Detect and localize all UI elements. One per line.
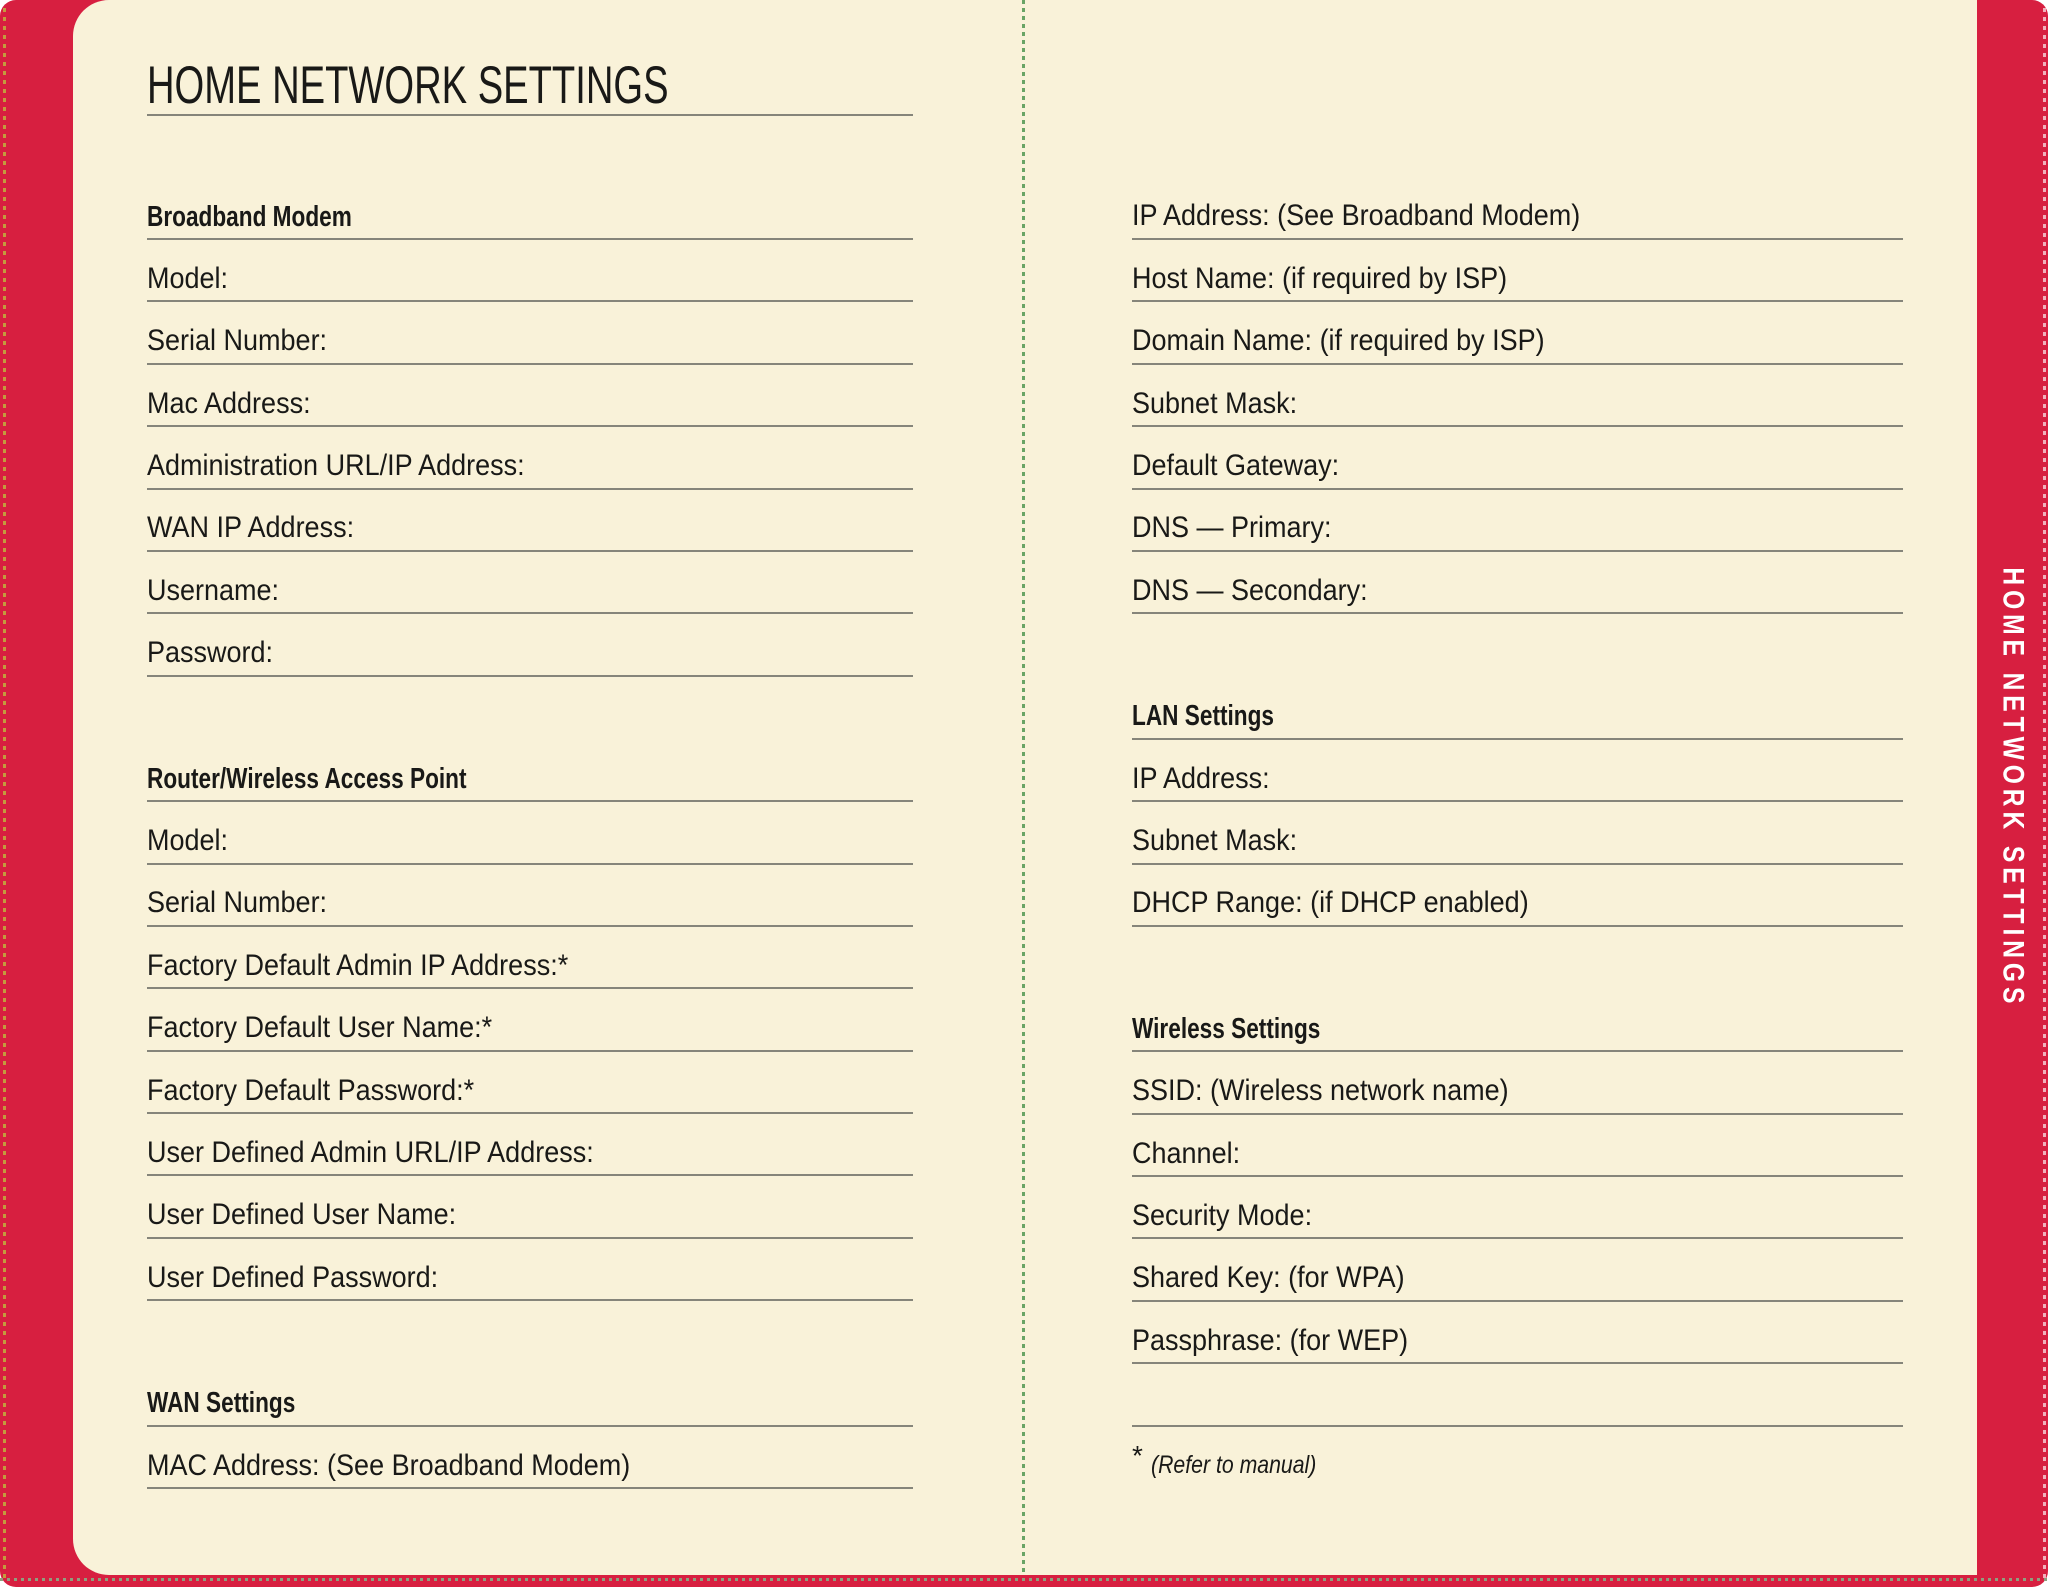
form-field-row — [147, 989, 913, 1051]
form-field-row — [1132, 865, 1903, 927]
field-label: Factory Default User Name:* — [147, 1011, 493, 1045]
footnote-text: (Refer to manual) — [1150, 1451, 1317, 1479]
field-label: Mac Address: — [147, 386, 311, 420]
group-gap — [147, 677, 913, 740]
right-page-form-column — [1132, 178, 1903, 1427]
form-field-row — [1132, 302, 1903, 364]
section-heading: Wireless Settings — [1132, 1012, 1321, 1045]
footnote — [1132, 1440, 1345, 1480]
form-field-row — [1132, 427, 1903, 489]
page-title: HOME NETWORK SETTINGS — [147, 56, 669, 116]
field-label: Password: — [147, 636, 274, 670]
field-label: Subnet Mask: — [1132, 824, 1298, 857]
field-label: Default Gateway: — [1132, 449, 1340, 483]
form-field-row — [147, 802, 913, 864]
field-label: WAN IP Address: — [147, 511, 355, 545]
page-gutter-stitch-line — [1022, 0, 1025, 1575]
form-field-row — [1132, 490, 1903, 552]
field-label: IP Address: (See Broadband Modem) — [1132, 199, 1581, 233]
left-page-form-column — [147, 178, 913, 1489]
form-field-row — [1132, 240, 1903, 302]
form-field-row — [147, 614, 913, 676]
form-field-row — [147, 302, 913, 364]
field-label: Domain Name: (if required by ISP) — [1132, 324, 1545, 358]
section-heading-row — [1132, 677, 1903, 739]
section-heading-row — [147, 178, 913, 240]
field-label: Serial Number: — [147, 886, 328, 920]
section-heading: LAN Settings — [1132, 700, 1275, 733]
section-heading-row — [147, 740, 913, 802]
field-label: Serial Number: — [147, 324, 328, 358]
page-title-block — [147, 38, 913, 116]
field-label: Model: — [147, 261, 229, 295]
section-heading: WAN Settings — [147, 1387, 296, 1420]
form-field-row — [1132, 178, 1903, 240]
form-field-row — [1132, 1302, 1903, 1364]
form-field-row — [147, 1052, 913, 1114]
section-heading: Broadband Modem — [147, 200, 352, 233]
form-field-row — [147, 490, 913, 552]
form-field-row — [147, 1427, 913, 1489]
form-field-row — [1132, 552, 1903, 614]
form-field-row — [1132, 1115, 1903, 1177]
spine-title: HOME NETWORK SETTINGS — [1996, 567, 2030, 1008]
section-heading-row — [147, 1364, 913, 1426]
field-label: DNS — Primary: — [1132, 511, 1332, 545]
field-label: Factory Default Password:* — [147, 1073, 475, 1107]
field-label: User Defined Admin URL/IP Address: — [147, 1135, 594, 1169]
form-field-row — [1132, 1177, 1903, 1239]
form-field-row — [1132, 1239, 1903, 1301]
field-label: IP Address: — [1132, 761, 1270, 795]
form-field-row — [147, 552, 913, 614]
left-edge-stitching — [3, 8, 6, 1579]
field-label: DNS — Secondary: — [1132, 573, 1368, 607]
group-gap — [1132, 614, 1903, 677]
form-field-row — [1132, 1052, 1903, 1114]
form-field-row — [147, 240, 913, 302]
form-field-row — [147, 1114, 913, 1176]
section-heading-row — [1132, 990, 1903, 1052]
field-label: Host Name: (if required by ISP) — [1132, 261, 1508, 295]
form-field-row — [147, 365, 913, 427]
form-field-row — [147, 1176, 913, 1238]
field-label: Security Mode: — [1132, 1198, 1313, 1232]
field-label: Shared Key: (for WPA) — [1132, 1261, 1405, 1295]
blank-line-row — [1132, 1364, 1903, 1426]
form-field-row — [147, 927, 913, 989]
field-label: Username: — [147, 573, 280, 607]
form-field-row — [147, 1239, 913, 1301]
field-label: Subnet Mask: — [1132, 386, 1298, 420]
book-spine-strip — [1977, 0, 2048, 1575]
field-label: Channel: — [1132, 1136, 1241, 1170]
form-field-row — [1132, 802, 1903, 864]
form-field-row — [1132, 365, 1903, 427]
field-label: SSID: (Wireless network name) — [1132, 1074, 1509, 1108]
field-label: Factory Default Admin IP Address:* — [147, 948, 569, 982]
section-heading: Router/Wireless Access Point — [147, 762, 467, 795]
field-label: MAC Address: (See Broadband Modem) — [147, 1448, 631, 1482]
field-label: User Defined User Name: — [147, 1198, 457, 1232]
field-label: User Defined Password: — [147, 1260, 439, 1294]
group-gap — [1132, 927, 1903, 990]
form-field-row — [147, 865, 913, 927]
bottom-stitch-line — [0, 1578, 2048, 1581]
form-field-row — [147, 427, 913, 489]
form-field-row — [1132, 740, 1903, 802]
group-gap — [147, 1301, 913, 1364]
field-label: Administration URL/IP Address: — [147, 449, 525, 483]
field-label: Model: — [147, 824, 229, 857]
field-label: Passphrase: (for WEP) — [1132, 1323, 1409, 1357]
footnote-asterisk: * — [1132, 1440, 1143, 1471]
field-label: DHCP Range: (if DHCP enabled) — [1132, 886, 1529, 920]
